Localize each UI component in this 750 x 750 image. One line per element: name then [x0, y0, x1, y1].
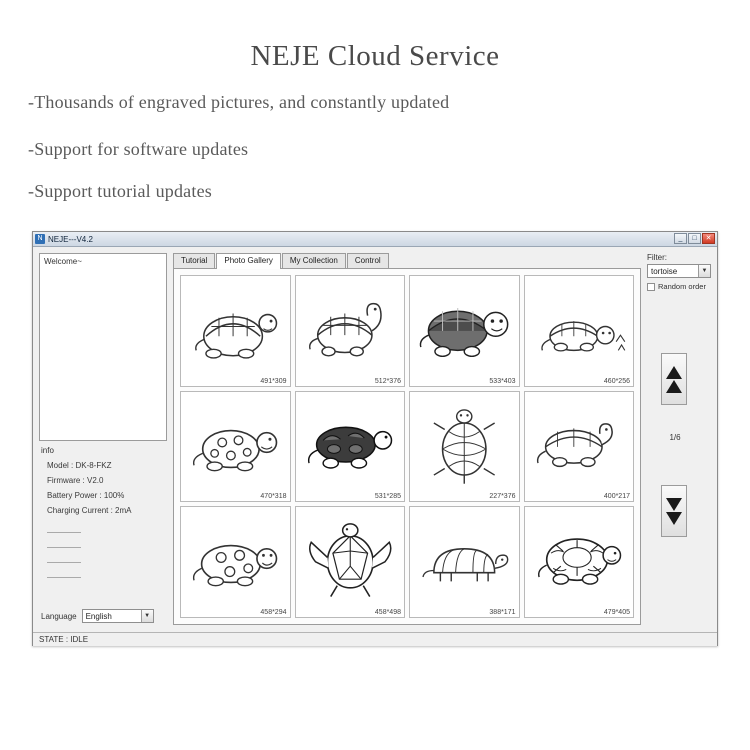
chevron-down-icon[interactable]: ▼ [141, 610, 153, 622]
gallery-thumb-2-size: 512*376 [374, 377, 401, 385]
turtle-walking-outline-icon [296, 276, 405, 386]
right-panel [647, 253, 713, 625]
gallery-thumb-5-size: 470*318 [260, 493, 287, 501]
gallery-thumb-10-size: 458*498 [374, 608, 401, 616]
window-client-area [33, 247, 717, 646]
turtle-shaded-happy-icon [410, 276, 519, 386]
info-row-charging: Charging Current : 2mA [47, 506, 132, 515]
gallery-thumb-4-size: 460*256 [603, 377, 630, 385]
promo-bullet-3: -Support tutorial updates [28, 181, 212, 201]
gallery-thumb-8[interactable] [524, 391, 635, 503]
gallery-thumb-6-size: 531*285 [374, 493, 401, 501]
language-select-value: English [85, 612, 112, 621]
window-title: NEJE---V4.2 [48, 234, 93, 244]
close-button[interactable]: ✕ [702, 233, 715, 244]
next-page-button[interactable] [661, 485, 687, 537]
info-row-blank-1 [47, 518, 81, 533]
gallery-thumb-5[interactable] [180, 391, 291, 503]
turtle-line-art-top-icon [410, 392, 519, 502]
random-order-checkbox[interactable] [647, 283, 655, 291]
info-header: info [41, 446, 54, 455]
window-controls [674, 233, 715, 244]
language-label: Language [41, 611, 77, 621]
tab-photo-gallery[interactable]: Photo Gallery [216, 253, 280, 269]
language-select[interactable] [82, 609, 154, 623]
turtle-spotted-shell-icon [181, 392, 290, 502]
info-row-firmware: Firmware : V2.0 [47, 476, 104, 485]
info-row-blank-3 [47, 548, 81, 563]
turtle-smiling-outline-icon [181, 507, 290, 617]
promo-bullet-2: -Support for software updates [28, 139, 249, 159]
status-bar: STATE : IDLE [33, 632, 717, 646]
filter-select[interactable] [647, 264, 711, 278]
main-area [173, 253, 641, 625]
turtle-side-profile-icon [525, 392, 634, 502]
device-info-list [39, 458, 167, 578]
gallery-thumb-3-size: 533*403 [489, 377, 516, 385]
info-row-blank-2 [47, 533, 81, 548]
prev-page-button[interactable] [661, 353, 687, 405]
maximize-button[interactable]: □ [688, 233, 701, 244]
triangle-down-icon [666, 512, 682, 525]
gallery-thumb-12[interactable] [524, 506, 635, 618]
chevron-down-icon[interactable]: ▼ [698, 265, 710, 277]
random-order-label: Random order [658, 282, 706, 291]
tab-tutorial[interactable]: Tutorial [173, 253, 215, 268]
info-row-blank-4 [47, 563, 81, 578]
turtle-dark-shell-icon [296, 392, 405, 502]
gallery-thumb-10[interactable] [295, 506, 406, 618]
turtle-sitting-small-icon [525, 276, 634, 386]
triangle-down-icon [666, 498, 682, 511]
photo-gallery-grid [173, 269, 641, 625]
info-row-battery: Battery Power : 100% [47, 491, 125, 500]
gallery-thumb-1-size: 491*309 [260, 377, 287, 385]
gallery-thumb-3[interactable] [409, 275, 520, 387]
language-row [41, 609, 154, 623]
left-panel [39, 253, 167, 625]
tab-my-collection[interactable]: My Collection [282, 253, 346, 268]
random-order-row[interactable] [647, 282, 713, 291]
turtle-cartoon-outline-icon [181, 276, 290, 386]
gallery-thumb-6[interactable] [295, 391, 406, 503]
window-titlebar[interactable] [33, 232, 717, 247]
promo-title: NEJE Cloud Service [250, 40, 500, 72]
gallery-thumb-9-size: 458*294 [260, 608, 287, 616]
gallery-thumb-7[interactable] [409, 391, 520, 503]
gallery-thumb-11-size: 388*171 [489, 608, 516, 616]
gallery-thumb-8-size: 400*217 [603, 493, 630, 501]
tabstrip [173, 253, 641, 269]
filter-select-value: tortoise [651, 267, 678, 276]
gallery-thumb-7-size: 227*376 [489, 493, 516, 501]
sea-turtle-geometric-icon [296, 507, 405, 617]
gallery-thumb-4[interactable] [524, 275, 635, 387]
app-icon: N [35, 234, 45, 244]
info-row-model: Model : DK-8-FKZ [47, 461, 112, 470]
gallery-thumb-12-size: 479*405 [603, 608, 630, 616]
page-indicator: 1/6 [669, 433, 681, 442]
triangle-up-icon [666, 380, 682, 393]
turtle-striped-shell-icon [410, 507, 519, 617]
gallery-thumb-2[interactable] [295, 275, 406, 387]
filter-label: Filter: [647, 253, 667, 262]
gallery-thumb-11[interactable] [409, 506, 520, 618]
promo-bullet-1: -Thousands of engraved pictures, and constantly updated [28, 92, 450, 112]
gallery-thumb-1[interactable] [180, 275, 291, 387]
tab-control[interactable]: Control [347, 253, 389, 268]
minimize-button[interactable]: _ [674, 233, 687, 244]
gallery-thumb-9[interactable] [180, 506, 291, 618]
triangle-up-icon [666, 366, 682, 379]
tortoise-detailed-icon [525, 507, 634, 617]
welcome-textarea[interactable]: Welcome~ [39, 253, 167, 441]
application-window [32, 231, 718, 646]
